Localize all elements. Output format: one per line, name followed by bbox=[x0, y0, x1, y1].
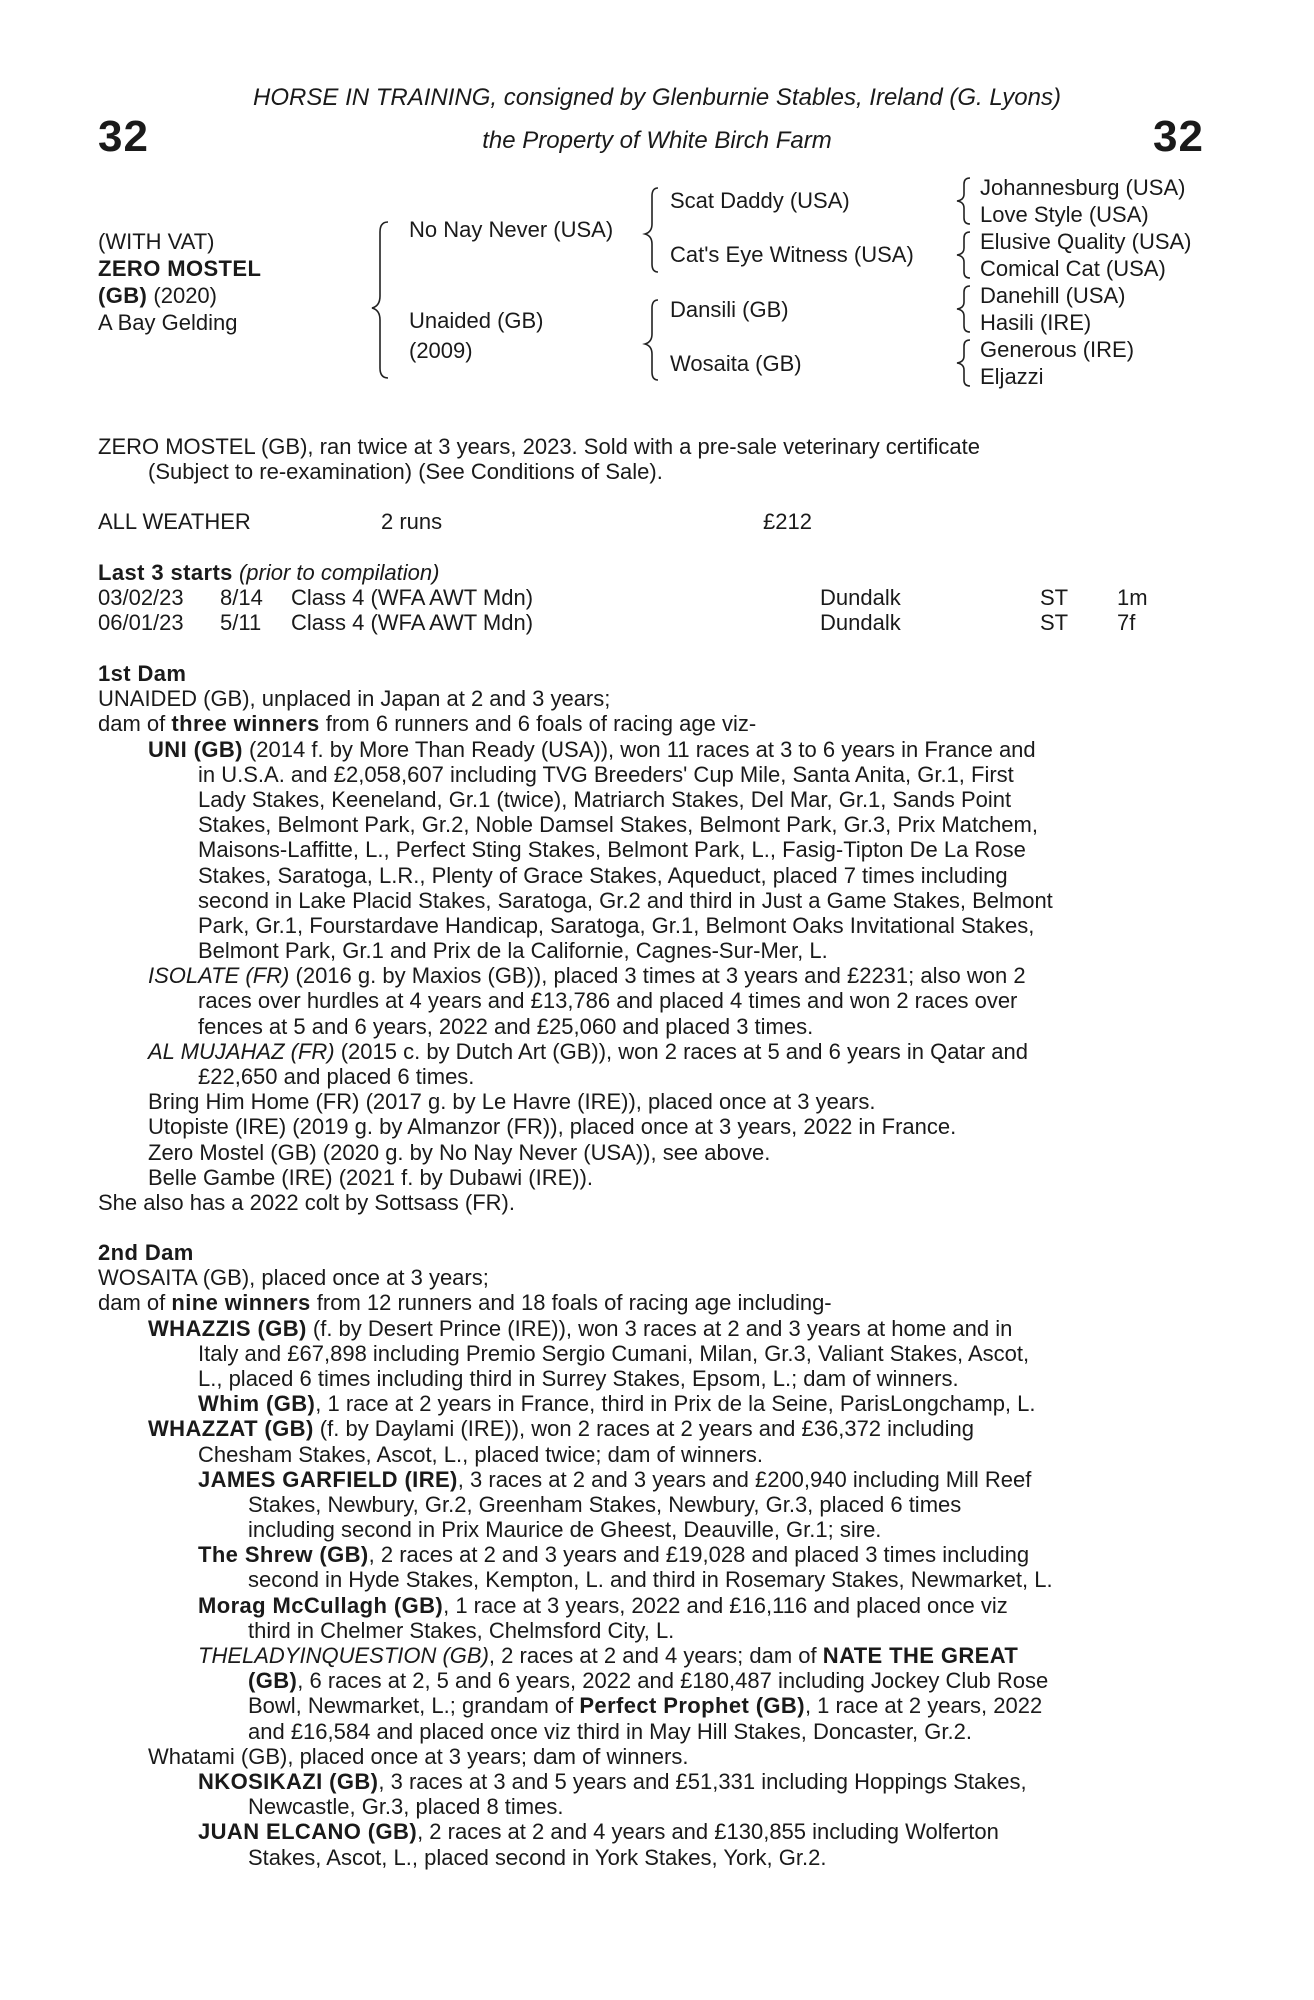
text-run: , 3 races at 3 and 5 years and £51,331 including Hoppings Stakes, bbox=[378, 1768, 1027, 1794]
text-run: , 1 race at 2 years in France, third in Prix de la Seine, ParisLongchamp, L. bbox=[315, 1391, 1036, 1417]
whazzis-line: L., placed 6 times including third in Surrey Stakes, Epsom, L.; dam of winners. bbox=[198, 1365, 959, 1391]
uni-line: Lady Stakes, Keeneland, Gr.1 (twice), Matriarch Stakes, Del Mar, Gr.1, Sands Point bbox=[198, 786, 1012, 812]
start-course: Dundalk bbox=[820, 585, 901, 611]
horse-country: (GB) bbox=[98, 283, 148, 308]
progeny-name: UNI (GB) bbox=[148, 736, 243, 762]
second-dam-heading: 2nd Dam bbox=[98, 1240, 194, 1265]
progeny-line: Bring Him Home (FR) (2017 g. by Le Havre (IRE)), placed once at 3 years. bbox=[148, 1089, 876, 1115]
ancestor-6: Hasili (IRE) bbox=[980, 310, 1092, 335]
ancestor-7: Generous (IRE) bbox=[980, 337, 1135, 362]
theladyinquestion-line: and £16,584 and placed once viz third in May Hill Stakes, Doncaster, Gr.2. bbox=[248, 1718, 972, 1744]
text-run: Bowl, Newmarket, L.; grandam of bbox=[248, 1693, 580, 1719]
theladyinquestion-details bbox=[198, 1668, 1206, 1744]
last-starts-heading: Last 3 starts bbox=[98, 560, 233, 585]
start-row bbox=[98, 585, 1206, 610]
progeny-line: Belle Gambe (IRE) (2021 f. by Dubawi (IRE)). bbox=[148, 1164, 594, 1190]
start-date: 03/02/23 bbox=[98, 585, 184, 611]
text-run: , 3 races at 2 and 3 years and £200,940 including Mill Reef bbox=[457, 1466, 1032, 1492]
uni-details bbox=[148, 762, 1206, 964]
winners-count: three winners bbox=[171, 711, 320, 737]
uni-line: Maisons-Laffitte, L., Perfect Sting Stakes, Belmont Park, L., Fasig-Tipton De La Rose bbox=[198, 837, 1026, 863]
text-run: (f. by Desert Prince (IRE)), won 3 races at 2 and 3 years at home and in bbox=[306, 1315, 1013, 1341]
start-position: 8/14 bbox=[220, 585, 263, 611]
progeny-name: JAMES GARFIELD (IRE) bbox=[198, 1466, 458, 1492]
dam-year: (2009) bbox=[409, 338, 473, 363]
juan-elcano-line: Stakes, Ascot, L., placed second in York Stakes, York, Gr.2. bbox=[248, 1844, 827, 1870]
start-distance: 1m bbox=[1117, 585, 1148, 611]
uni-line: second in Lake Placid Stakes, Saratoga, Gr.2 and third in Just a Game Stakes, Belmont bbox=[198, 887, 1053, 913]
ancestor-3: Elusive Quality (USA) bbox=[980, 229, 1192, 254]
text-run: dam of bbox=[98, 1290, 172, 1316]
progeny-line: Zero Mostel (GB) (2020 g. by No Nay Never (USA)), see above. bbox=[148, 1139, 771, 1165]
second-dam-section bbox=[98, 1240, 1206, 1870]
uni-line bbox=[148, 737, 1206, 762]
progeny-name: NKOSIKAZI (GB) bbox=[198, 1768, 379, 1794]
horse-description: A Bay Gelding bbox=[98, 310, 238, 335]
start-race: Class 4 (WFA AWT Mdn) bbox=[291, 610, 534, 636]
sire: No Nay Never (USA) bbox=[409, 217, 614, 242]
whazzis-details bbox=[148, 1341, 1206, 1417]
intro bbox=[98, 434, 1206, 484]
first-dam-section bbox=[98, 661, 1206, 1215]
uni-line: Belmont Park, Gr.1 and Prix de la Californie, Cagnes-Sur-Mer, L. bbox=[198, 938, 828, 964]
morag-line: third in Chelmer Stakes, Chelmsford City, L. bbox=[248, 1617, 675, 1643]
isolate-details bbox=[148, 988, 1206, 1038]
text-run: from 6 runners and 6 foals of racing age viz- bbox=[319, 711, 757, 737]
second-dam-line: WOSAITA (GB), placed once at 3 years; bbox=[98, 1265, 489, 1291]
whazzat-details bbox=[148, 1442, 1206, 1744]
the-shrew-details bbox=[198, 1567, 1206, 1592]
first-dam-produce-line bbox=[98, 711, 1206, 736]
second-dam-produce-line bbox=[98, 1290, 1206, 1315]
intro-line-1: ZERO MOSTEL (GB), ran twice at 3 years, 2023. Sold with a pre-sale veterinary certificate bbox=[98, 434, 980, 459]
vat-note: (WITH VAT) bbox=[98, 229, 215, 254]
theladyinquestion-line bbox=[198, 1643, 1206, 1668]
juan-elcano-line bbox=[198, 1819, 1206, 1844]
isolate-line: races over hurdles at 4 years and £13,786 and placed 4 times and won 2 races over bbox=[198, 988, 1018, 1014]
progeny-name: THELADYINQUESTION (GB) bbox=[198, 1643, 489, 1668]
record-row bbox=[98, 509, 1206, 534]
start-row bbox=[98, 610, 1206, 635]
nkosikazi-line: Newcastle, Gr.3, placed 8 times. bbox=[248, 1794, 564, 1820]
progeny-country: (GB) bbox=[248, 1668, 298, 1694]
text-run: , 1 race at 2 years, 2022 bbox=[804, 1693, 1043, 1719]
start-position: 5/11 bbox=[220, 610, 262, 636]
race-record bbox=[98, 509, 1206, 534]
the-shrew-line: second in Hyde Stakes, Kempton, L. and third in Rosemary Stakes, Newmarket, L. bbox=[248, 1567, 1053, 1593]
text-run: , 2 races at 2 and 4 years; dam of bbox=[488, 1643, 823, 1668]
whatami-line: Whatami (GB), placed once at 3 years; dam of winners. bbox=[148, 1743, 689, 1769]
first-dam-footnote: She also has a 2022 colt by Sottsass (FR). bbox=[98, 1189, 515, 1215]
uni-line: Park, Gr.1, Fourstardave Handicap, Saratoga, Gr.1, Belmont Oaks Invitational Stakes, bbox=[198, 912, 1035, 938]
nkosikazi-details bbox=[198, 1794, 1206, 1819]
sire-sire: Scat Daddy (USA) bbox=[670, 188, 850, 213]
consignor-line: HORSE IN TRAINING, consigned by Glenburnie Stables, Ireland (G. Lyons) bbox=[253, 84, 1061, 111]
start-race: Class 4 (WFA AWT Mdn) bbox=[291, 585, 534, 611]
theladyinquestion-line bbox=[248, 1668, 1206, 1693]
whazzis-line: Italy and £67,898 including Premio Sergio Cumani, Milan, Gr.3, Valiant Stakes, Ascot, bbox=[198, 1340, 1030, 1366]
progeny-name: The Shrew (GB) bbox=[198, 1542, 369, 1568]
dam-dam: Wosaita (GB) bbox=[670, 351, 802, 376]
text-run: (2014 f. by More Than Ready (USA)), won 11 races at 3 to 6 years in France and bbox=[242, 736, 1036, 762]
winners-count: nine winners bbox=[171, 1290, 311, 1316]
whazzat-line bbox=[148, 1416, 1206, 1441]
progeny-name: Perfect Prophet (GB) bbox=[579, 1693, 805, 1719]
text-run: dam of bbox=[98, 711, 172, 737]
progeny-name: NATE THE GREAT bbox=[822, 1643, 1019, 1668]
whazzat-line: Chesham Stakes, Ascot, L., placed twice; dam of winners. bbox=[198, 1441, 763, 1467]
whazzis-line bbox=[148, 1316, 1206, 1341]
progeny-name: JUAN ELCANO (GB) bbox=[198, 1819, 418, 1845]
progeny-name: ISOLATE (FR) bbox=[148, 963, 290, 989]
text-run: (f. by Daylami (IRE)), won 2 races at 2 years and £36,372 including bbox=[313, 1416, 974, 1442]
dam: Unaided (GB) bbox=[409, 308, 544, 333]
morag-details bbox=[198, 1618, 1206, 1643]
record-surface: ALL WEATHER bbox=[98, 509, 251, 534]
text-run: , 6 races at 2, 5 and 6 years, 2022 and £180,487 including Jockey Club Rose bbox=[297, 1668, 1049, 1694]
progeny-name: AL MUJAHAZ (FR) bbox=[148, 1038, 335, 1064]
uni-line: Stakes, Saratoga, L.R., Plenty of Grace Stakes, Aqueduct, placed 7 times including bbox=[198, 862, 1008, 888]
james-garfield-line bbox=[198, 1467, 1206, 1492]
start-date: 06/01/23 bbox=[98, 610, 184, 636]
horse-year: (2020) bbox=[153, 283, 217, 308]
first-dam-line: UNAIDED (GB), unplaced in Japan at 2 and 3 years; bbox=[98, 686, 611, 712]
horse-name: ZERO MOSTEL bbox=[98, 256, 262, 281]
text-run: , 2 races at 2 and 4 years and £130,855 including Wolferton bbox=[417, 1819, 999, 1845]
whim-line bbox=[198, 1391, 1206, 1416]
start-course: Dundalk bbox=[820, 610, 901, 636]
text-run: , 2 races at 2 and 3 years and £19,028 and placed 3 times including bbox=[368, 1542, 1030, 1568]
text-run: (2015 c. by Dutch Art (GB)), won 2 races at 5 and 6 years in Qatar and bbox=[334, 1038, 1028, 1064]
first-dam-heading: 1st Dam bbox=[98, 661, 187, 686]
sire-dam: Cat's Eye Witness (USA) bbox=[670, 242, 914, 267]
the-shrew-line bbox=[198, 1542, 1206, 1567]
james-garfield-line: including second in Prix Maurice de Gheest, Deauville, Gr.1; sire. bbox=[248, 1517, 882, 1543]
progeny-name: WHAZZAT (GB) bbox=[148, 1416, 314, 1442]
lot-number-right: 32 bbox=[1153, 112, 1204, 161]
text-run: from 12 runners and 18 foals of racing age including- bbox=[310, 1290, 832, 1316]
james-garfield-details bbox=[198, 1492, 1206, 1542]
progeny-name: Whim (GB) bbox=[198, 1391, 316, 1417]
start-going: ST bbox=[1040, 610, 1069, 636]
text-run: , 1 race at 3 years, 2022 and £16,116 and placed once viz bbox=[443, 1592, 1008, 1618]
ancestor-2: Love Style (USA) bbox=[980, 202, 1149, 227]
record-runs: 2 runs bbox=[381, 509, 443, 534]
progeny-uni bbox=[98, 737, 1206, 1190]
second-dam-progeny bbox=[98, 1316, 1206, 1870]
isolate-line bbox=[148, 963, 1206, 988]
text-run: (2016 g. by Maxios (GB)), placed 3 times at 3 years and £2231; also won 2 bbox=[289, 963, 1026, 989]
al-mujahaz-line bbox=[148, 1039, 1206, 1064]
juan-elcano-details bbox=[198, 1845, 1206, 1870]
last-starts-note: (prior to compilation) bbox=[238, 560, 440, 585]
isolate-line: fences at 5 and 6 years, 2022 and £25,060 and placed 3 times. bbox=[198, 1013, 814, 1039]
ancestor-8: Eljazzi bbox=[980, 364, 1044, 389]
last-starts bbox=[98, 560, 1206, 636]
property-line: the Property of White Birch Farm bbox=[482, 127, 832, 154]
progeny-name: WHAZZIS (GB) bbox=[148, 1315, 307, 1341]
james-garfield-line: Stakes, Newbury, Gr.2, Greenham Stakes, Newbury, Gr.3, placed 6 times bbox=[248, 1491, 962, 1517]
last-starts-heading-row bbox=[98, 560, 1206, 585]
al-mujahaz-line: £22,650 and placed 6 times. bbox=[198, 1064, 475, 1089]
whatami-details bbox=[148, 1769, 1206, 1870]
morag-line bbox=[198, 1593, 1206, 1618]
start-distance: 7f bbox=[1117, 610, 1136, 636]
theladyinquestion-line bbox=[248, 1693, 1206, 1718]
uni-line: in U.S.A. and £2,058,607 including TVG Breeders' Cup Mile, Santa Anita, Gr.1, First bbox=[198, 761, 1014, 787]
ancestor-5: Danehill (USA) bbox=[980, 283, 1126, 308]
intro-line-2: (Subject to re-examination) (See Conditions of Sale). bbox=[148, 459, 663, 485]
progeny-line: Utopiste (IRE) (2019 g. by Almanzor (FR)), placed once at 3 years, 2022 in France. bbox=[148, 1114, 957, 1140]
ancestor-1: Johannesburg (USA) bbox=[980, 175, 1186, 200]
lot-number-left: 32 bbox=[98, 112, 149, 161]
progeny-name: Morag McCullagh (GB) bbox=[198, 1592, 444, 1618]
dam-sire: Dansili (GB) bbox=[670, 297, 789, 322]
ancestor-4: Comical Cat (USA) bbox=[980, 256, 1166, 281]
nkosikazi-line bbox=[198, 1769, 1206, 1794]
uni-line: Stakes, Belmont Park, Gr.2, Noble Damsel Stakes, Belmont Park, Gr.3, Prix Matchem, bbox=[198, 812, 1038, 838]
start-going: ST bbox=[1040, 585, 1069, 611]
al-mujahaz-details bbox=[148, 1064, 1206, 1089]
record-earnings: £212 bbox=[763, 509, 812, 534]
